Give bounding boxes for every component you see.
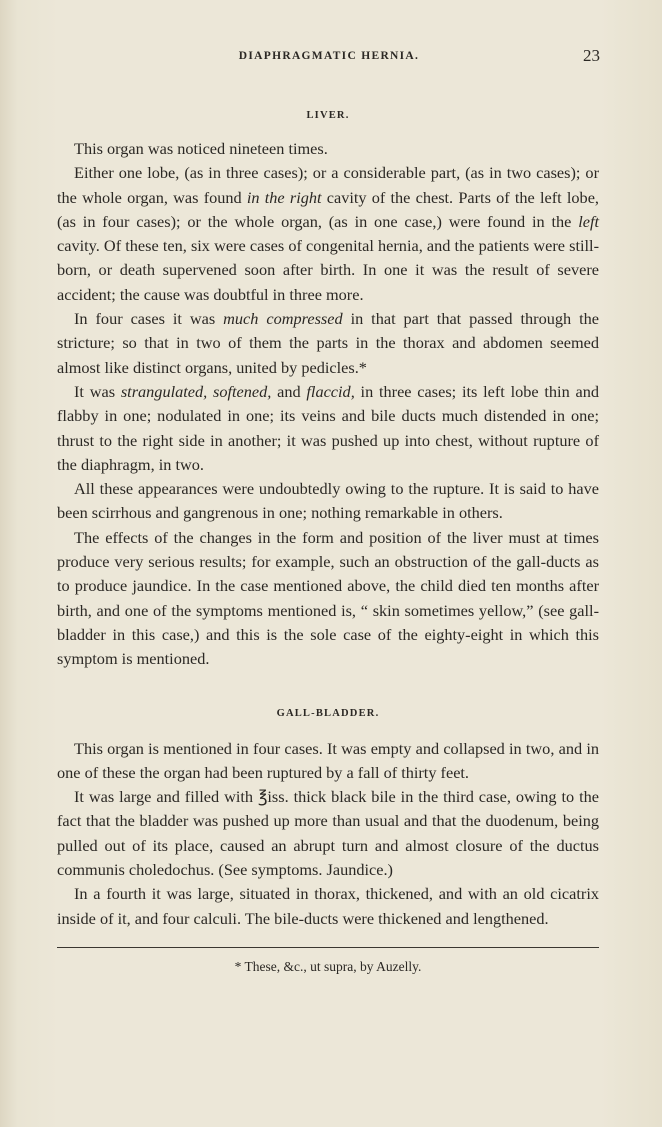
footnote: * These, &c., ut supra, by Auzelly. (234, 958, 422, 974)
paragraph (57, 307, 599, 380)
paragraph (57, 380, 599, 477)
running-head (58, 46, 600, 70)
text-run: In four cases it was (74, 309, 224, 329)
paragraph: In a fourth it was large, situated in thorax, thickened, and with an old cicatrix inside of it, and four calculi. The bile-ducts were thickened and lengthened. (57, 884, 599, 928)
paragraph: All these appearances were undoubtedly owing to the rupture. It is said to have been scirrhous and gangrenous in one; nothing remarkable in others. (57, 479, 599, 523)
text-run: and (271, 381, 307, 401)
text-run: cavity. Of these ten, six were cases of congenital hernia, and the patients were still-born, or death supervened soon after birth. In one it was the result of severe accident; the cause was doubtful in three more. (57, 236, 599, 304)
text-run: cavity of the chest. Parts of the left lobe, (as in four cases); or the whole organ, (as in one case,) were found in the (57, 187, 599, 231)
text-run: in that part that passed through the stricture; so that in two of them the parts in the thorax and abdomen seemed almost like distinct organs, united by pedicles.* (57, 309, 599, 377)
paragraph (57, 161, 599, 307)
page-number: 23 (583, 46, 600, 65)
text-run: Either one lobe, (as in three cases); or a considerable part, (as in two cases); or the whole organ, was found (57, 163, 599, 207)
italic-text: left (578, 211, 599, 231)
paragraph: This organ is mentioned in four cases. It was empty and collapsed in two, and in one of these the organ had been ruptured by a fall of thirty feet. (57, 738, 599, 782)
paragraph: This organ was noticed nineteen times. (74, 139, 328, 158)
text-run: in three cases; its left lobe thin and flabby in one; nodulated in one; its veins and bile ducts much distended in one; thrust to the right side in another; it was pushed up into chest, without rupture of the diaphragm, in two. (57, 381, 600, 474)
italic-text: flaccid, (306, 381, 355, 401)
italic-text: in the right (246, 187, 322, 207)
footnote-rule (57, 947, 599, 948)
italic-text: strangulated, softened, (120, 381, 272, 401)
page-body (57, 110, 599, 975)
text-run: It was (74, 381, 121, 401)
section-heading-liver: LIVER. (306, 110, 350, 121)
section-heading-gall-bladder: GALL-BLADDER. (276, 707, 380, 719)
paragraph: It was large and filled with ℥iss. thick black bile in the third case, owing to the fact that the bladder was pushed up more than usual and that the duodenum, being pulled out of its place, caused an abrupt turn and almost closure of the ductus communis choledochus. (See symptoms. Jaundice.) (57, 787, 599, 880)
paragraph: The effects of the changes in the form and position of the liver must at times produce very serious results; for example, such an obstruction of the gall-ducts as to produce jaundice. In the case mentioned above, the child died ten months after birth, and one of the symptoms mentioned is, “ skin sometimes yellow,” (see gall-bladder in this case,) and this is the sole case of the eighty-eight in which this symptom is mentioned. (57, 527, 599, 669)
italic-text: much compressed (223, 309, 343, 329)
running-title: DIAPHRAGMATIC HERNIA. (238, 50, 420, 62)
